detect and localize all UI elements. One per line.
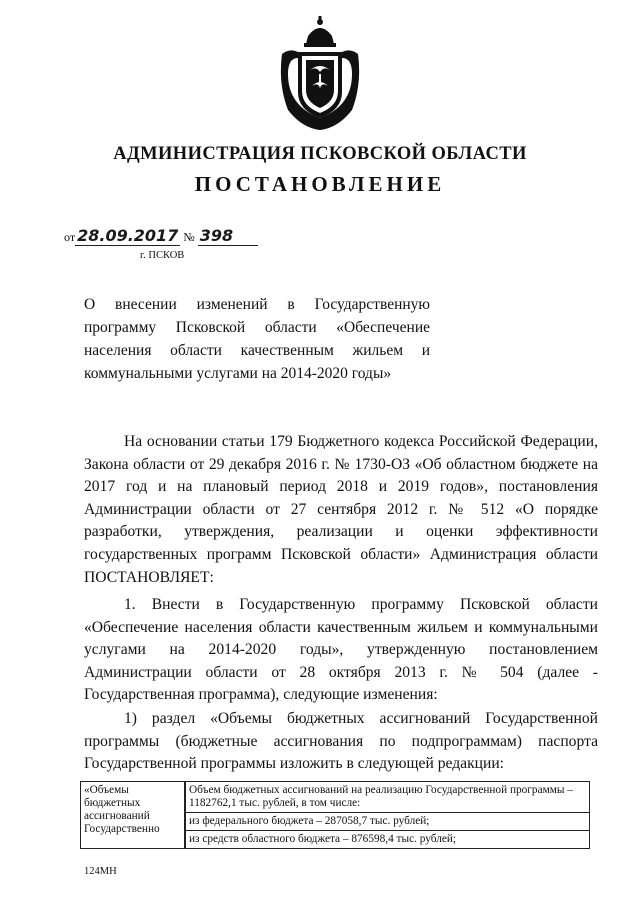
table-cell-federal: из федерального бюджета – 287058,7 тыс. рублей; [185, 813, 590, 831]
body-paragraph-1: На основании статьи 179 Бюджетного кодекса Российской Федерации, Закона области от 29 декабря 2016 г. № 1730-ОЗ «Об областном бюджете на 2017 год и на плановый период 2018 и 2019 годов», постановления Администрации области от 27 сентября 2012 г. № 512 «О порядке разработки, утверждения, реализации и оценки эффективности государственных программ Псковской области» Администрация области ПОСТАНОВЛЯЕТ: [84, 433, 598, 586]
city-label: г. ПСКОВ [140, 250, 185, 261]
footer-code: 124МН [84, 866, 117, 877]
date-number-line [64, 226, 258, 246]
table-row [81, 782, 590, 813]
body-paragraph-3: 1) раздел «Объемы бюджетных ассигнований Государственной программы (бюджетные ассигнования по подпрограммам) паспорта Государственной программы изложить в следующей редакции: [84, 710, 598, 773]
organization-name: АДМИНИСТРАЦИЯ ПСКОВСКОЙ ОБЛАСТИ [113, 144, 527, 164]
body-paragraph-2: 1. Внести в Государственную программу Псковской области «Обеспечение населения области качественным жильем и коммунальными услугами на 2014-2020 годы», утвержденную постановлением Администрации области от 28 октября 2013 г. № 504 (далее - Государственная программа), следующие изменения: [84, 596, 598, 704]
date-prefix: от [64, 230, 76, 244]
coat-of-arms-emblem [272, 14, 368, 132]
table-cell-total: Объем бюджетных ассигнований на реализацию Государственной программы – 1182762,1 тыс. рублей, в том числе: [185, 782, 590, 813]
document-type-title: ПОСТАНОВЛЕНИЕ [194, 172, 446, 196]
number-prefix: № [183, 230, 195, 244]
budget-table [80, 781, 590, 849]
table-cell-regional: из средств областного бюджета – 876598,4 тыс. рублей; [185, 831, 590, 849]
document-date: 28.09.2017 [77, 226, 179, 245]
document-number: 398 [199, 226, 234, 245]
table-left-cell: «Объемы бюджетных ассигнований Государственно [81, 782, 186, 849]
document-subject: О внесении изменений в Государственную программу Псковской области «Обеспечение населения области качественным жильем и коммунальными услугами на 2014-2020 годы» [84, 296, 430, 382]
